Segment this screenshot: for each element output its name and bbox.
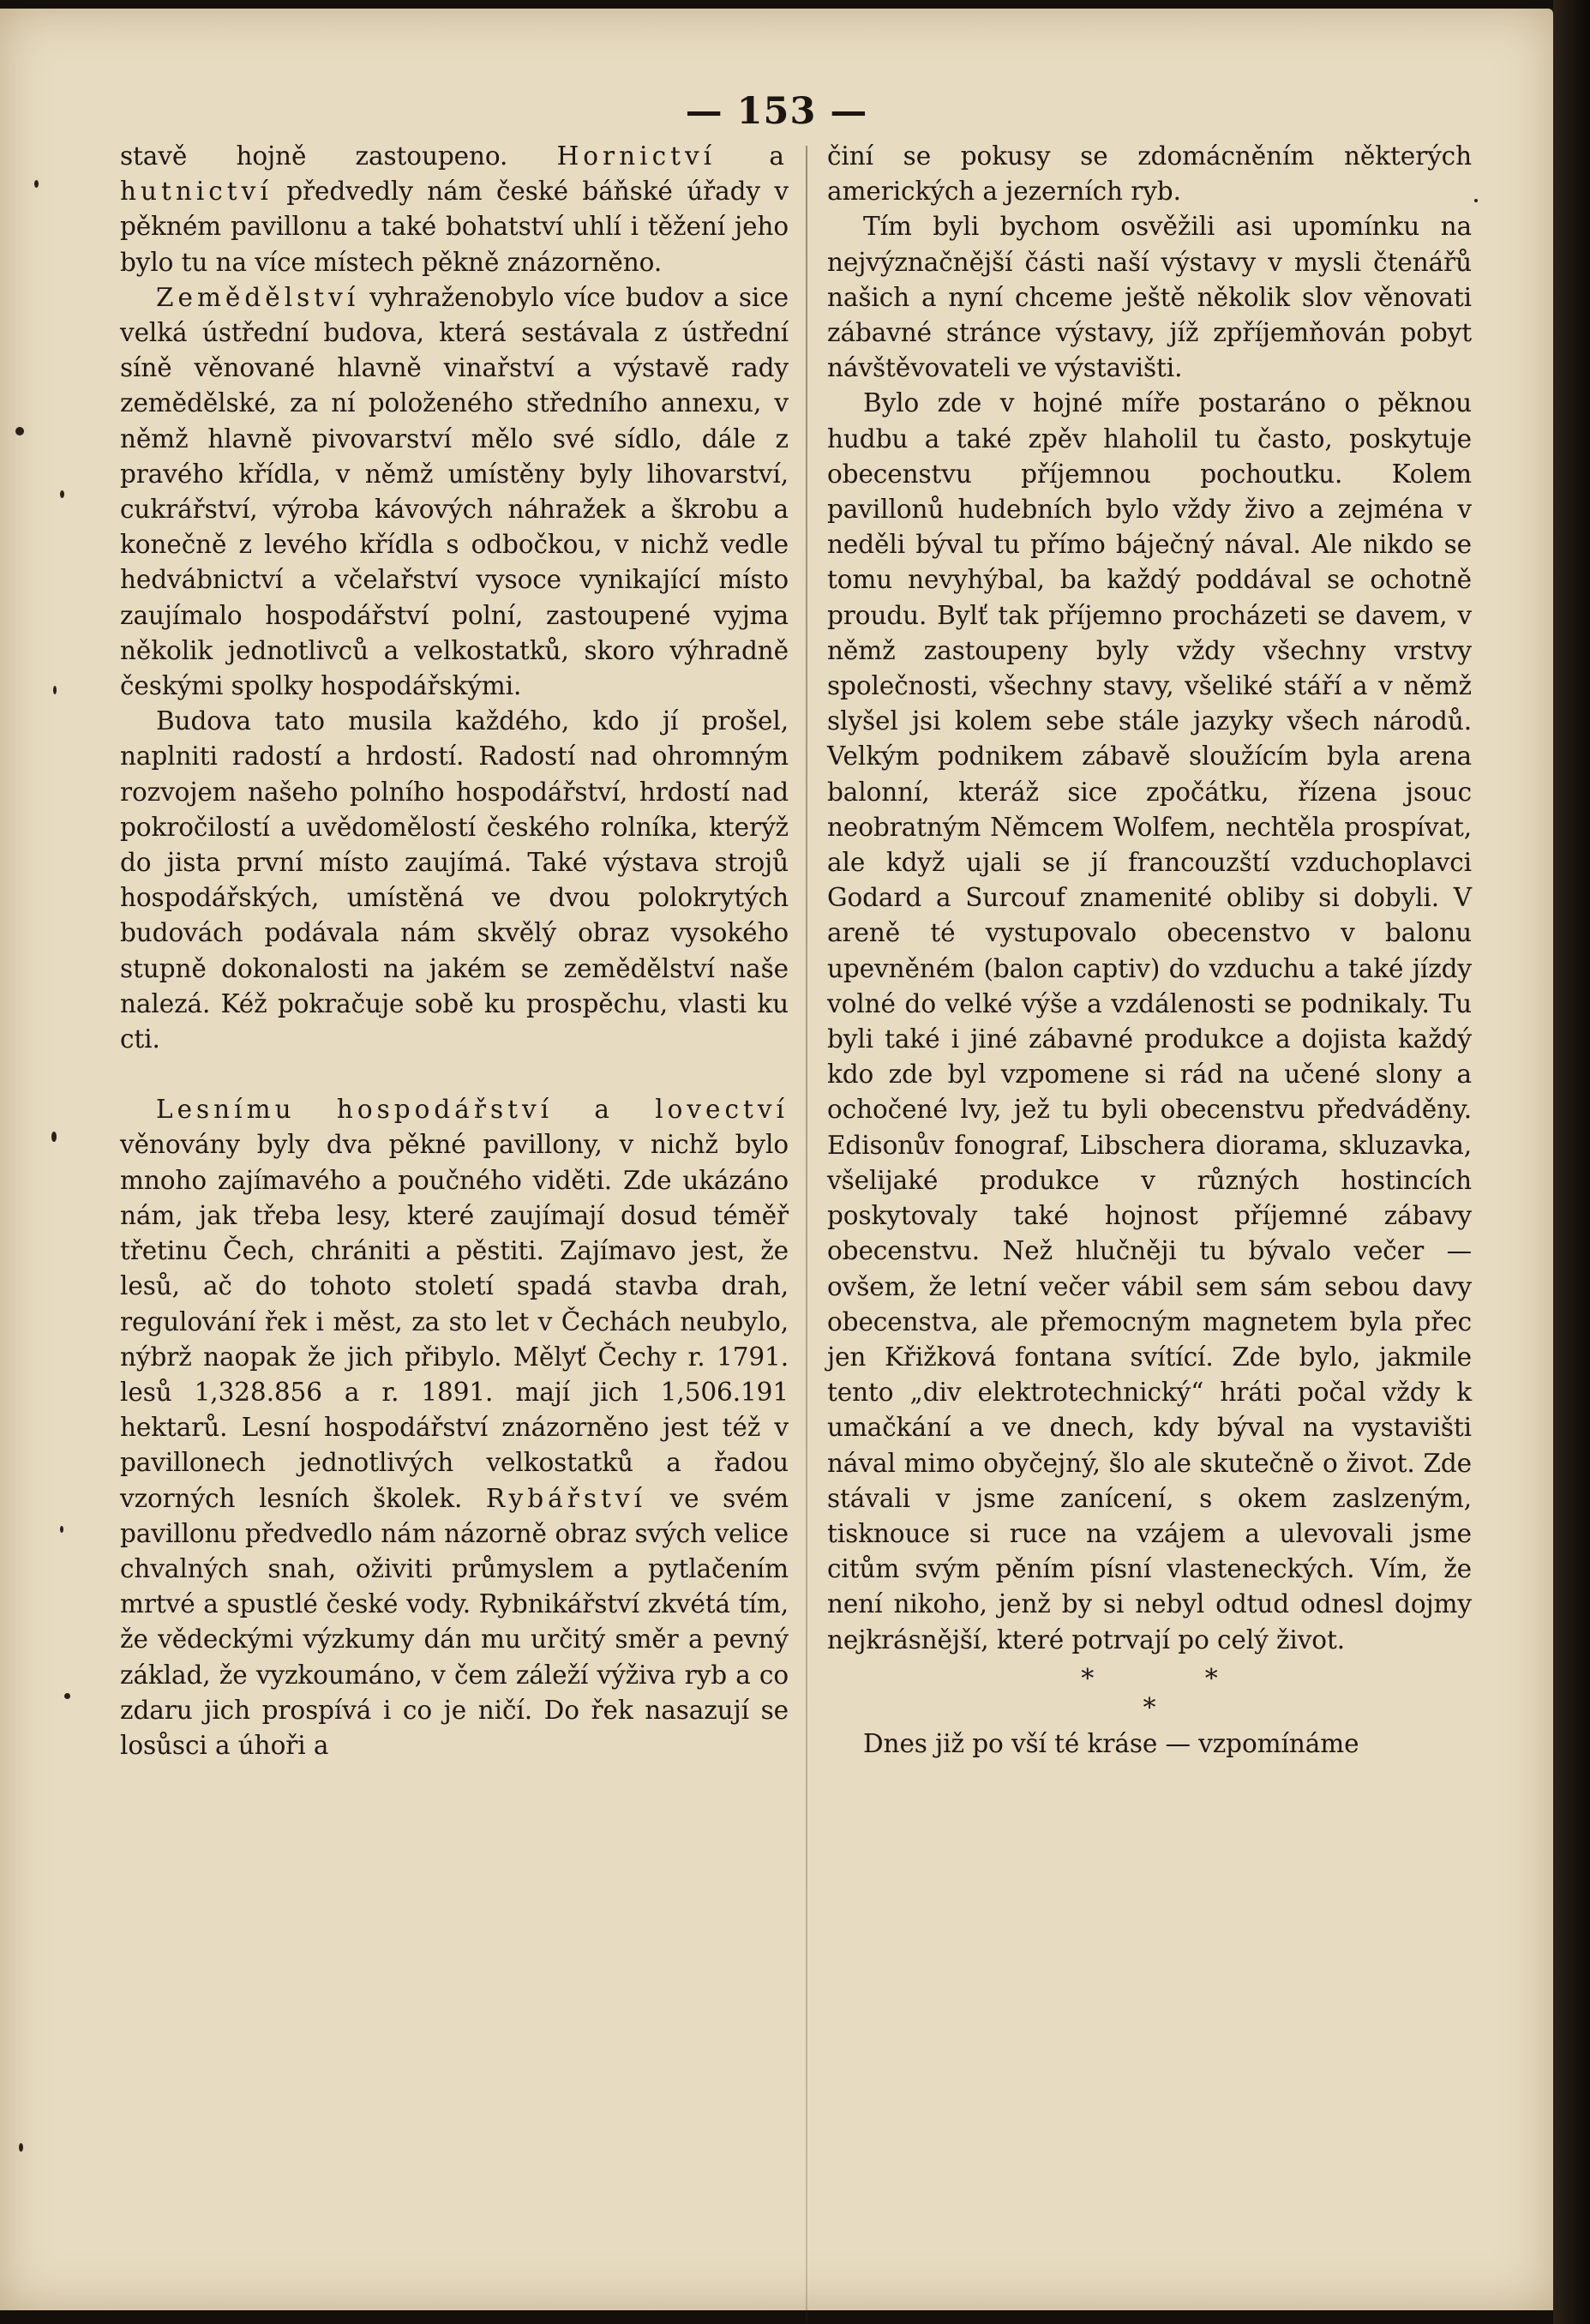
section-title-fishery: Rybářství	[485, 1483, 646, 1513]
left-paragraph-2	[120, 280, 789, 704]
section-title-mining: Hornictví a hutnictví	[120, 141, 789, 207]
right-column	[827, 139, 1472, 1762]
page-edge-shadow	[1553, 0, 1590, 2324]
left-paragraph-4	[120, 1092, 789, 1763]
left-column	[120, 139, 789, 1763]
margin-speck	[64, 1693, 70, 1699]
separator-stars-bottom: *	[1143, 1692, 1156, 1723]
page-number: — 153 —	[685, 90, 868, 133]
margin-speck	[53, 686, 57, 694]
right-paragraph-2: Tím byli bychom osvěžili asi upomínku na nejvýznačnější části naší výstavy v mysli čtenářů našich a nyní chceme ještě několik slov věnovati zábavné stránce výstavy, jíž zpříjemňován pobyt návštěvovateli ve výstavišti.	[827, 212, 1472, 383]
book-page	[0, 9, 1553, 2310]
column-divider	[806, 146, 807, 2323]
margin-speck	[1474, 199, 1478, 202]
text-run: stavě hojně zastoupeno.	[120, 141, 557, 171]
margin-speck	[19, 2143, 23, 2152]
right-paragraph-3: Bylo zde v hojné míře postaráno o pěknou hudbu a také zpěv hlaholil tu často, poskytuje obecenstvu příjemnou pochoutku. Kolem pavillonů hudebních bylo vždy živo a zejména v neděli býval tu přímo báječný nával. Ale nikdo se tomu nevyhýbal, ba každý poddával se ochotně proudu. Bylť tak příjemno procházeti se davem, v němž zastoupeny byly vždy všechny vrstvy společnosti, všechny stavy, všeliké stáří a v němž slyšel jsi kolem sebe stále jazyky všech národů. Velkým podnikem zábavě sloužícím byla arena balonní, kteráž sice zpočátku, řízena jsouc neobratným Němcem Wolfem, nechtěla prospívat, ale když ujali se jí francouzští vzduchoplavci Godard a Surcouf znamenité obliby si dobyli. V areně té vystupovalo obecenstvo v balonu upevněném (balon captiv) do vzduchu a také jízdy volné do velké výše a vzdálenosti se podnikaly. Tu byli také i jiné zábavné produkce a dojista každý kdo zde byl vzpomene si rád na učené slony a ochočené lvy, jež tu byli obecenstvu předváděny. Edisonův fonograf, Libschera diorama, skluzavka, všelijaké produkce v různých hostincích poskytovaly také hojnost příjemné zábavy obecenstvu. Než hlučněji tu bývalo večer — ovšem, že letní večer vábil sem sám sebou davy obecenstva, ale přemocným magnetem byla přec jen Křižková fontana svítící. Zde bylo, jakmile tento „div elektrotechnický“ hráti počal vždy k umačkání a ve dnech, kdy býval na vystavišti nával mimo obyčejný, šlo ale skutečně o život. Zde stávali v jsme zanícení, s okem zaslzeným, tisknouce si ruce na vzájem a ulevovali jsme citům svým pěním písní vlasteneckých. Vím, že není nikoho, jenž by si nebyl odtud odnesl dojmy nejkrásnější, které potrvají po celý život.	[827, 388, 1472, 1654]
separator-stars-top: * *	[1081, 1663, 1269, 1694]
section-title-forestry: Lesnímu hospodářství a lovectví	[156, 1095, 789, 1125]
left-paragraph-1	[120, 139, 789, 280]
section-title-agriculture: Zemědělství	[156, 282, 360, 312]
margin-speck	[51, 1132, 57, 1142]
margin-speck	[34, 180, 39, 188]
text-run: předvedly nám české báňské úřady v pěkném pavillonu a také bohatství uhlí i těžení jeho bylo tu na více místech pěkně znázorněno.	[120, 177, 789, 277]
text-run: vyhraženobylo více budov a sice velká ústřední budova, která sestávala z ústřední síně věnované hlavně vinařství a výstavě rady zemědělské, za ní položeného středního annexu, v němž hlavně pivovarství mělo své sídlo, dále z pravého křídla, v němž umístěny byly lihovarství, cukrářství, výroba kávových náhražek a škrobu a konečně z levého křídla s odbočkou, v nichž vedle hedvábnictví a včelařství vysoce vynikající místo zaujímalo hospodářství polní, zastoupené vyjma několik jednotlivců a velkostatků, skoro výhradně českými spolky hospodářskými.	[120, 282, 789, 701]
right-paragraph-4: Dnes již po vší té kráse — vzpomínáme	[863, 1728, 1359, 1758]
margin-speck	[60, 490, 64, 498]
margin-speck	[15, 427, 24, 435]
left-paragraph-3: Budova tato musila každého, kdo jí prošel, naplniti radostí a hrdostí. Radostí nad ohromným rozvojem našeho polního hospodářství, hrdostí nad pokročilostí a uvědomělostí českého rolníka, kterýž do jista první místo zaujímá. Také výstava strojů hospodářských, umístěná ve dvou polokrytých budovách podávala nám skvělý obraz vysokého stupně dokonalosti na jakém se zemědělství naše nalezá. Kéž pokračuje sobě ku prospěchu, vlasti ku cti.	[120, 706, 789, 1054]
section-separator	[827, 1665, 1472, 1723]
right-paragraph-1: činí se pokusy se zdomácněním některých amerických a jezerních ryb.	[827, 141, 1472, 207]
text-run: ve svém pavillonu předvedlo nám názorně obraz svých velice chvalných snah, oživiti průmyslem a pytlačením mrtvé a spustlé české vody. Rybnikářství zkvétá tím, že vědeckými výzkumy dán mu určitý směr a pevný základ, že vyzkoumáno, v čem záleží výživa ryb a co zdaru jich prospívá i co je ničí. Do řek nasazují se losůsci a úhoři a	[120, 1483, 789, 1760]
margin-speck	[60, 1526, 63, 1533]
text-run: věnovány byly dva pěkné pavillony, v nichž bylo mnoho zajímavého a poučného viděti. Zde ukázáno nám, jak třeba lesy, které zaujímají dosud téměř třetinu Čech, chrániti a pěstiti. Zajímavo jest, že lesů, ač do tohoto století spadá stavba drah, regulování řek i měst, za sto let v Čechách neubylo, nýbrž naopak že jich přibylo. Mělyť Čechy r. 1791. lesů 1,328.856 a r. 1891. mají jich 1,506.191 hektarů. Lesní hospodářství znázorněno jest též v pavillonech jednotlivých velkostatků a řadou vzorných lesních školek.	[120, 1130, 789, 1513]
